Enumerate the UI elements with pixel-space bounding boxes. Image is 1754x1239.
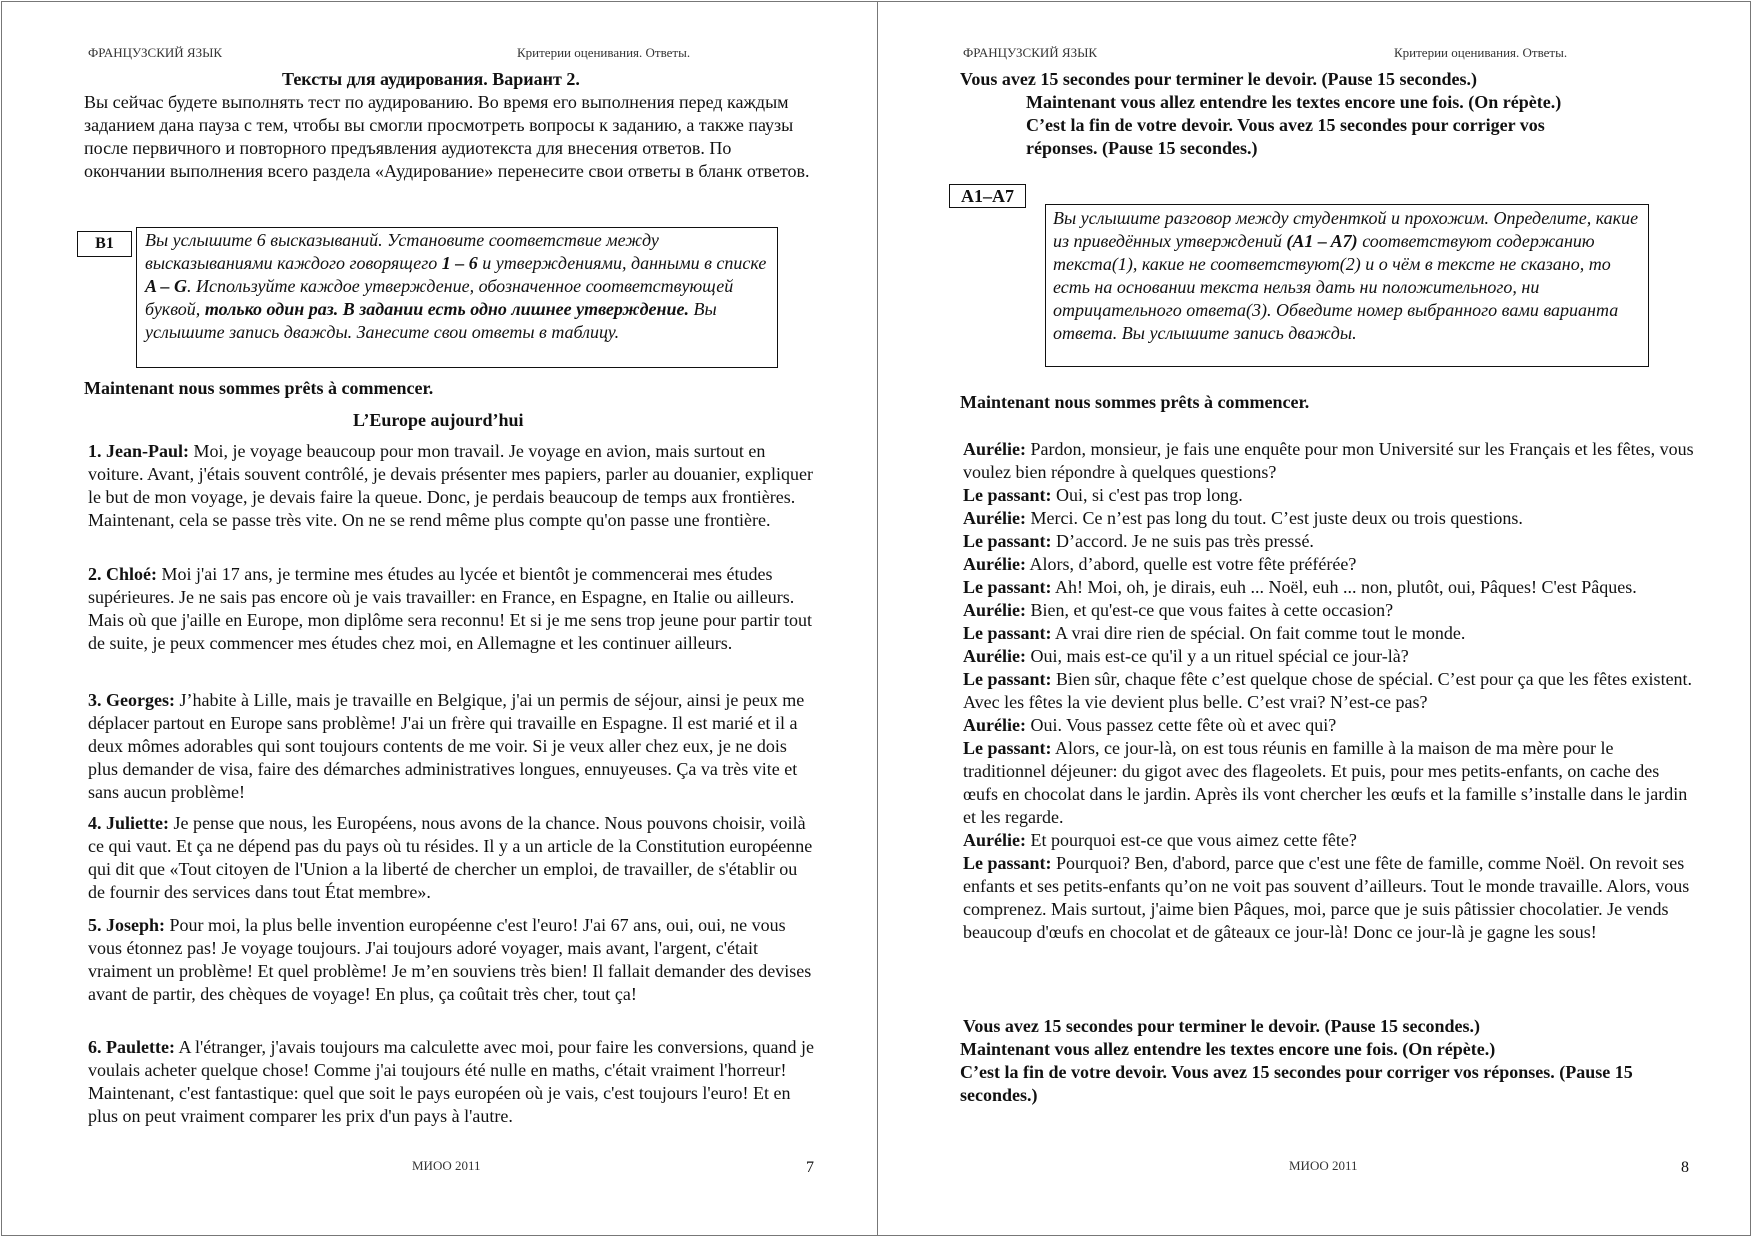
dialogue-line: Le passant: Bien sûr, chaque fête c’est quelque chose de spécial. C’est pour ça que les fêtes existent. Avec les fêtes la vie devient plus belle. C’est vrai? N’est-ce pas? — [963, 669, 1693, 712]
speaker-name: Le passant: — [963, 669, 1052, 689]
dialogue-line: Le passant: Ah! Moi, oh, je dirais, euh ... Noël, euh ... non, plutôt, oui, Pâques! C'est Pâques. — [963, 577, 1637, 597]
dialogue-line: Aurélie: Oui. Vous passez cette fête où et avec qui? — [963, 715, 1337, 735]
page-divider — [877, 1, 878, 1236]
closing-end: C’est la fin de votre devoir. Vous avez 15 secondes pour corriger vos réponses. (Pause 15 secondes.) — [960, 1062, 1633, 1105]
start-phrase: Maintenant nous sommes prêts à commencer. — [960, 392, 1310, 412]
instruction-pause: Vous avez 15 secondes pour terminer le devoir. (Pause 15 secondes.) — [960, 69, 1477, 89]
dialogue — [963, 438, 1695, 944]
dialogue-line: Aurélie: Et pourquoi est-ce que vous aimez cette fête? — [963, 830, 1357, 850]
speaker-name: Le passant: — [963, 623, 1052, 643]
task-instruction-box — [1045, 204, 1649, 367]
speaker-name: 4. Juliette: — [88, 813, 169, 833]
header-criteria: Критерии оценивания. Ответы. — [1394, 45, 1568, 60]
page-title: Тексты для аудирования. Вариант 2. — [282, 69, 580, 89]
task-instruction: Вы услышите разговор между студенткой и прохожим. Определите, какие из приведённых утверждений (A1 – A7) соответствуют содержанию текста(1), какие не соответствуют(2) и о чём в тексте не сказано, то есть на основании текста нельзя дать ни положительного, ни отрицательного ответа(3). Обведите номер выбранного вами варианта ответа. Вы услышите запись дважды. — [1053, 208, 1639, 343]
task-instruction: Вы услышите 6 высказываний. Установите соответствие между высказываниями каждого говорящего 1 – 6 и утверждениями, данными в списке A – G. Используйте каждое утверждение, обозначенное соответствующей буквой, только один раз. В задании есть одно лишнее утверждение. Вы услышите запись дважды. Занесите свои ответы в таблицу. — [145, 230, 767, 342]
speaker-item-4: 4. Juliette: Je pense que nous, les Européens, nous avons de la chance. Nous pouvons choisir, voilà ce qui vaut. Et ça ne dépend pas du pays où tu résides. Il y a un article de la Constitution européenne qui dit que «Tout citoyen de l'Union a la liberté de chercher un emploi, de travailler, de s'établir ou de fournir des services dans tout État membre». — [88, 813, 813, 902]
intro-paragraph: Вы сейчас будете выполнять тест по аудированию. Во время его выполнения перед каждым заданием дана пауза с тем, чтобы вы смогли просмотреть вопросы к заданию, а также паузы после первичного и повторного предъявления аудиотекста для внесения ответов. По окончании выполнения всего раздела «Аудирование» перенесите свои ответы в бланк ответов. — [84, 92, 810, 181]
speaker-name: Le passant: — [963, 485, 1052, 505]
header-criteria: Критерии оценивания. Ответы. — [517, 45, 691, 60]
speaker-name: 5. Joseph: — [88, 915, 166, 935]
dialogue-line: Aurélie: Oui, mais est-ce qu'il y a un rituel spécial ce jour-là? — [963, 646, 1409, 666]
speaker-item-1: 1. Jean-Paul: Moi, je voyage beaucoup pour mon travail. Je voyage en avion, mais surtout en voiture. Avant, j'étais souvent contrôlé, je devais présenter mes papiers, parler au douanier, expliquer le but de mon voyage, je devais faire la queue. Donc, je perdais beaucoup de temps aux frontières. Maintenant, cela se passe très vite. On ne se rend même plus compte qu'on passe une frontière. — [88, 441, 813, 530]
dialogue-line: Le passant: Alors, ce jour-là, on est tous réunis en famille à la maison de ma mère pour le traditionnel déjeuner: du gigot avec des flageolets. Et puis, pour mes petits-enfants, on cache des œufs en chocolat dans le jardin. Après ils vont chercher les œufs et la famille s’installe dans le jardin et les regarde. — [963, 738, 1688, 827]
speaker-name: Le passant: — [963, 738, 1052, 758]
header-subject: ФРАНЦУЗСКИЙ ЯЗЫК — [88, 45, 223, 60]
task-instruction-box — [136, 227, 778, 368]
speaker-name: Le passant: — [963, 853, 1052, 873]
closing-repeat: Maintenant vous allez entendre les textes encore une fois. (On répète.) — [960, 1039, 1496, 1059]
header-subject: ФРАНЦУЗСКИЙ ЯЗЫК — [963, 45, 1098, 60]
speaker-name: 6. Paulette: — [88, 1037, 175, 1057]
speaker-name: 2. Chloé: — [88, 564, 157, 584]
speaker-name: Aurélie: — [963, 554, 1026, 574]
speaker-name: Le passant: — [963, 577, 1052, 597]
instruction-repeat: Maintenant vous allez entendre les textes encore une fois. (On répète.) — [1026, 92, 1562, 112]
speaker-name: Aurélie: — [963, 600, 1026, 620]
dialogue-line: Le passant: A vrai dire rien de spécial. On fait comme tout le monde. — [963, 623, 1466, 643]
page-number: 8 — [1681, 1159, 1689, 1176]
speaker-item-5: 5. Joseph: Pour moi, la plus belle invention européenne c'est l'euro! J'ai 67 ans, oui, oui, ne vous vous étonnez pas! Je voyage toujours. J'ai toujours adoré voyager, mais avant, l'argent, c'était vraiment un problème! Et quel problème! Je m’en souviens très bien! Il fallait demander des devises avant de partir, des chèques de voyage! En plus, ça coûtait très cher, tout ça! — [88, 915, 812, 1004]
dialogue-line: Aurélie: Merci. Ce n’est pas long du tout. C’est juste deux ou trois questions. — [963, 508, 1523, 528]
closing-pause: Vous avez 15 secondes pour terminer le devoir. (Pause 15 secondes.) — [963, 1016, 1480, 1036]
footer-publisher: МИОО 2011 — [1289, 1158, 1358, 1173]
section-subtitle: L’Europe aujourd’hui — [353, 410, 524, 430]
speaker-name: 3. Georges: — [88, 690, 175, 710]
dialogue-line: Aurélie: Bien, et qu'est-ce que vous faites à cette occasion? — [963, 600, 1394, 620]
instruction-end: C’est la fin de votre devoir. Vous avez 15 secondes pour corriger vos réponses. (Pause 15 secondes.) — [1026, 115, 1545, 158]
speaker-name: Aurélie: — [963, 508, 1026, 528]
task-label-b1: B1 — [77, 231, 132, 257]
speaker-name: Aurélie: — [963, 715, 1026, 735]
speaker-name: Le passant: — [963, 531, 1052, 551]
speaker-item-6: 6. Paulette: A l'étranger, j'avais toujours ma calculette avec moi, pour faire les conversions, quand je voulais acheter quelque chose! Comme j'ai toujours été nulle en maths, c'était vraiment l'horreur! Maintenant, c'est fantastique: quel que soit le pays européen où je vais, c'est toujours l'euro! Et en plus on peut vraiment comparer les prix d'un pays à l'autre. — [88, 1037, 815, 1126]
page-number: 7 — [806, 1159, 814, 1176]
footer-publisher: МИОО 2011 — [412, 1158, 481, 1173]
dialogue-line: Le passant: Pourquoi? Ben, d'abord, parce que c'est une fête de famille, comme Noël. On revoit ses enfants et ses petits-enfants qu’on ne voit pas souvent d’ailleurs. Tout le monde travaille. Alors, vous comprenez. Mais surtout, j'aime bien Pâques, moi, parce que je suis pâtissier chocolatier. Je vends beaucoup d'œufs en chocolat et de gâteaux ce jour-là! Donc ce jour-là je gagne les sous! — [963, 853, 1690, 942]
start-phrase: Maintenant nous sommes prêts à commencer. — [84, 378, 434, 398]
speaker-name: 1. Jean-Paul: — [88, 441, 189, 461]
speaker-item-2: 2. Chloé: Moi j'ai 17 ans, je termine mes études au lycée et bientôt je commencerai mes études supérieures. Je ne sais pas encore où je vais travailler: en France, en Espagne, en Italie ou ailleurs. Mais où que j'aille en Europe, mon diplôme sera reconnu! Et si je me sens trop jeune pour partir tout de suite, je peux commencer mes études chez moi, en Allemagne et les continuer ailleurs. — [88, 564, 813, 653]
speaker-item-3: 3. Georges: J’habite à Lille, mais je travaille en Belgique, j'ai un permis de séjour, ainsi je peux me déplacer partout en Europe sans problème! J'ai un frère qui travaille en Espagne. Il est marié et il a deux mômes adorables qui sont toujours contents de me voir. Si je veux aller chez eux, je ne dois plus demander de visa, faire des démarches administratives longues, ennuyeuses. Ça va très vite et sans aucun problème! — [88, 690, 805, 802]
dialogue-line: Aurélie: Alors, d’abord, quelle est votre fête préférée? — [963, 554, 1357, 574]
dialogue-line: Aurélie: Pardon, monsieur, je fais une enquête pour mon Université sur les Français et les fêtes, vous voulez bien répondre à quelques questions? — [963, 439, 1694, 482]
speaker-name: Aurélie: — [963, 439, 1026, 459]
dialogue-line: Le passant: Oui, si c'est pas trop long. — [963, 485, 1243, 505]
task-label-a1-a7: A1–A7 — [949, 184, 1026, 208]
speaker-name: Aurélie: — [963, 646, 1026, 666]
dialogue-line: Le passant: D’accord. Je ne suis pas très pressé. — [963, 531, 1314, 551]
speaker-name: Aurélie: — [963, 830, 1026, 850]
